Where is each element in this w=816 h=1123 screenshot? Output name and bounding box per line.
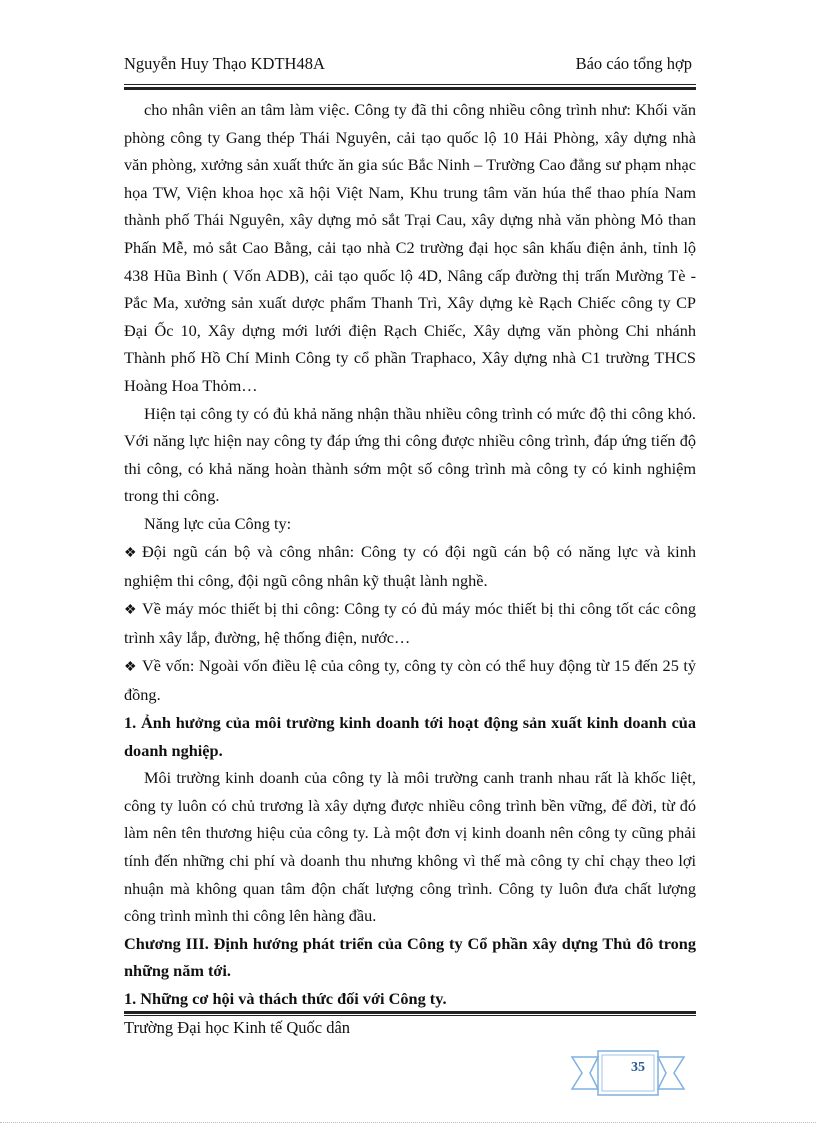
paragraph-projects: cho nhân viên an tâm làm việc. Công ty đã thi công nhiều công trình như: Khối văn phòng công ty Gang thép Thái Nguyên, cải tạo quốc lộ 10 Hải Phòng, xây dựng nhà văn phòng, xưởng sản xuất thức ăn gia súc Bắc Ninh – Trường Cao đẳng sư phạm nhạc họa TW, Viện khoa học xã hội Việt Nam, Khu trung tâm văn húa thể thao phía Nam thành phố Thái Nguyên, xây dựng mỏ sắt Trại Cau, xây dựng nhà văn phòng Mỏ than Phấn Mễ, mỏ sắt Cao Bằng, cải tạo nhà C2 trường đại học sân khấu điện ảnh, tỉnh lộ 438 Hũa Bình ( Vốn ADB), cải tạo quốc lộ 4D, Nâng cấp đường thị trấn Mường Tè - Pắc Ma, xưởng sản xuất dược phẩm Thanh Trì, Xây dựng kè Rạch Chiếc công ty CP Đại Ốc 10, Xây dựng mới lưới điện Rạch Chiếc, Xây dựng văn phòng Chi nhánh Thành phố Hồ Chí Minh Công ty cổ phần Traphaco, Xây dựng nhà C1 trường THCS Hoàng Hoa Thỏm… [124, 100, 696, 395]
bullet-item-machinery [124, 595, 696, 652]
page-number: 35 [631, 1060, 645, 1075]
header-report-title: Báo cáo tổng hợp [575, 54, 692, 73]
bullet-item-staff [124, 538, 696, 595]
diamond-bullet-icon: ❖ [124, 659, 137, 675]
footer-rule-thick [124, 1011, 696, 1014]
chapter-heading: Chương III. Định hướng phát triển của Công ty Cổ phần xây dựng Thủ đô trong những năm tới. [124, 933, 696, 981]
header-author: Nguyễn Huy Thạo KDTH48A [124, 54, 325, 73]
bullet-item-capital [124, 652, 696, 709]
paragraph-business-environment: Môi trường kinh doanh của công ty là môi trường canh tranh nhau rất là khốc liệt, công ty luôn có chủ trương là xây dựng được nhiều công trình bền vững, để đời, từ đó làm nên tên thương hiệu của công ty. Là một đơn vị kinh doanh nên công ty cũng phải tính đến những chi phí và doanh thu nhưng không vì thế mà công ty chỉ chạy theo lợi nhuận mà không quan tâm độn chất lượng công trình. Công ty luôn đưa chất lượng công trình mình thi công lên hàng đầu. [124, 768, 696, 926]
footer-rule-thin [124, 1015, 696, 1016]
page-header [124, 50, 692, 82]
diamond-bullet-icon: ❖ [124, 545, 137, 561]
subsection-heading: 1. Những cơ hội và thách thức đối với Công ty. [124, 989, 447, 1008]
bullet-text: Về vốn: Ngoài vốn điều lệ của công ty, công ty còn có thể huy động từ 15 đến 25 tỷ đồng. [124, 655, 696, 705]
footer-university: Trường Đại học Kinh tế Quốc dân [124, 1018, 351, 1037]
ribbon-left-tail [572, 1057, 598, 1089]
paragraph-capacity-intro: Năng lực của Công ty: [144, 513, 292, 533]
paragraph-capability: Hiện tại công ty có đủ khả năng nhận thầu nhiều công trình có mức độ thi công khó. Với năng lực hiện nay công ty đáp ứng thi công được nhiều công trình, đáp ứng tiến độ thi công, có khả năng hoàn thành sớm một số công trình mà công ty có kinh nghiệm trong thi công. [124, 403, 696, 506]
diamond-bullet-icon: ❖ [124, 602, 137, 618]
bullet-text: Đội ngũ cán bộ và công nhân: Công ty có đội ngũ cán bộ có năng lực và kinh nghiệm thi công, đội ngũ công nhân kỹ thuật lành nghề. [124, 541, 696, 591]
bullet-text: Về máy móc thiết bị thi công: Công ty có đủ máy móc thiết bị thi công tốt các công trình xây lắp, đường, hệ thống điện, nước… [124, 598, 696, 648]
document-body [124, 96, 696, 1013]
section-heading: 1. Ảnh hưởng của môi trường kinh doanh tới hoạt động sản xuất kinh doanh của doanh nghiệp. [124, 713, 696, 760]
header-rule-thin [124, 84, 696, 85]
header-rule-thick [124, 87, 696, 90]
